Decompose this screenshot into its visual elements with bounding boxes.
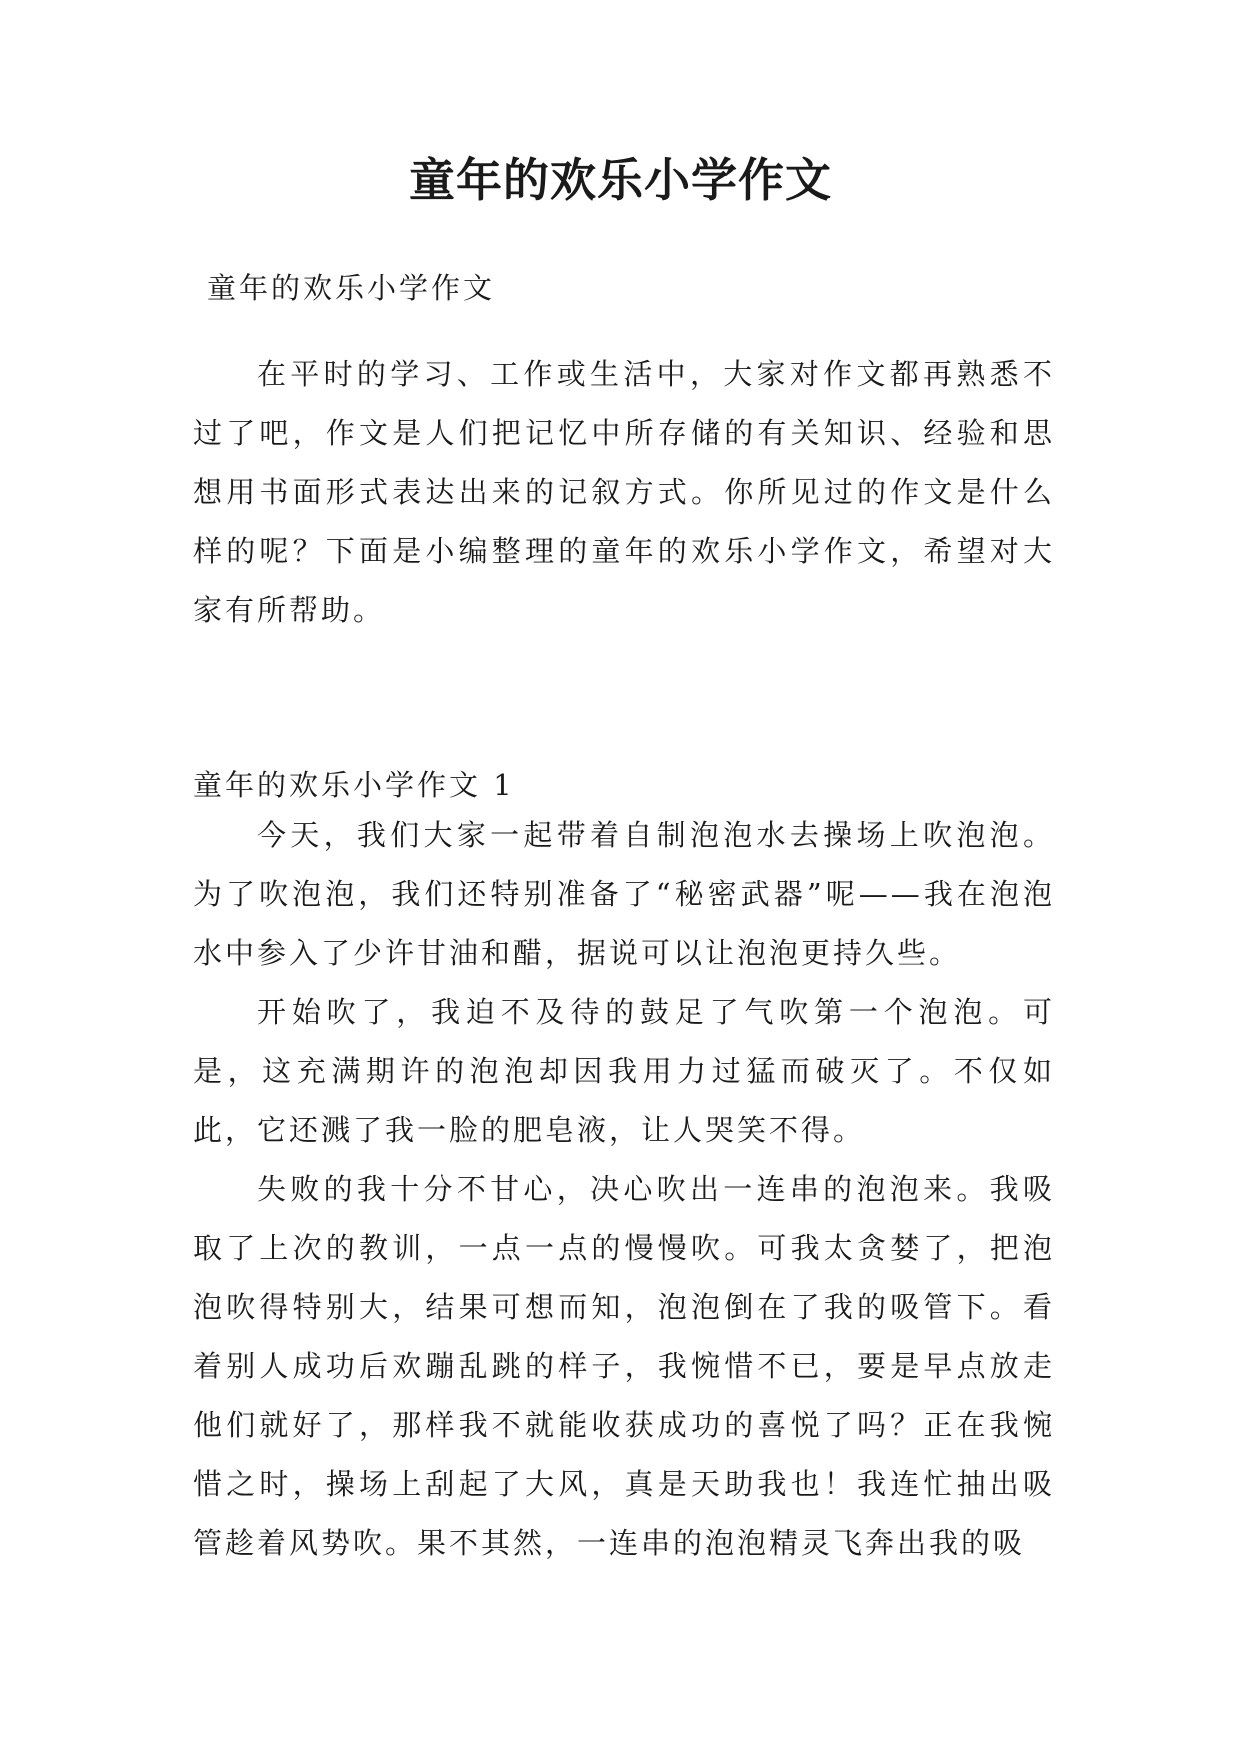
essay-paragraph: 失败的我十分不甘心，决心吹出一连串的泡泡来。我吸取了上次的教训，一点一点的慢慢吹。可我太贪婪了，把泡泡吹得特别大，结果可想而知，泡泡倒在了我的吸管下。看着别人成功后欢蹦乱跳的样子，我惋惜不已，要是早点放走他们就好了，那样我不就能收获成功的喜悦了吗？正在我惋惜之时，操场上刮起了大风，真是天助我也！我连忙抽出吸管趁着风势吹。果不其然，一连串的泡泡精灵飞奔出我的吸 [193, 1172, 1055, 1560]
document-subtitle: 童年的欢乐小学作文 [207, 271, 496, 305]
section-heading: 童年的欢乐小学作文 1 [193, 768, 515, 802]
document-title: 童年的欢乐小学作文 [409, 153, 832, 207]
intro-paragraph: 在平时的学习、工作或生活中，大家对作文都再熟悉不过了吧，作文是人们把记忆中所存储的有关知识、经验和思想用书面形式表达出来的记叙方式。你所见过的作文是什么样的呢？下面是小编整理的童年的欢乐小学作文，希望对大家有所帮助。 [193, 357, 1055, 627]
essay-paragraph: 今天，我们大家一起带着自制泡泡水去操场上吹泡泡。为了吹泡泡，我们还特别准备了“秘密武器”呢——我在泡泡水中参入了少许甘油和醋，据说可以让泡泡更持久些。 [193, 818, 1055, 970]
intro-section [193, 345, 1055, 640]
essay-body [193, 806, 1055, 1573]
essay-paragraph: 开始吹了，我迫不及待的鼓足了气吹第一个泡泡。可是，这充满期许的泡泡却因我用力过猛而破灭了。不仅如此，它还溅了我一脸的肥皂液，让人哭笑不得。 [193, 995, 1055, 1147]
